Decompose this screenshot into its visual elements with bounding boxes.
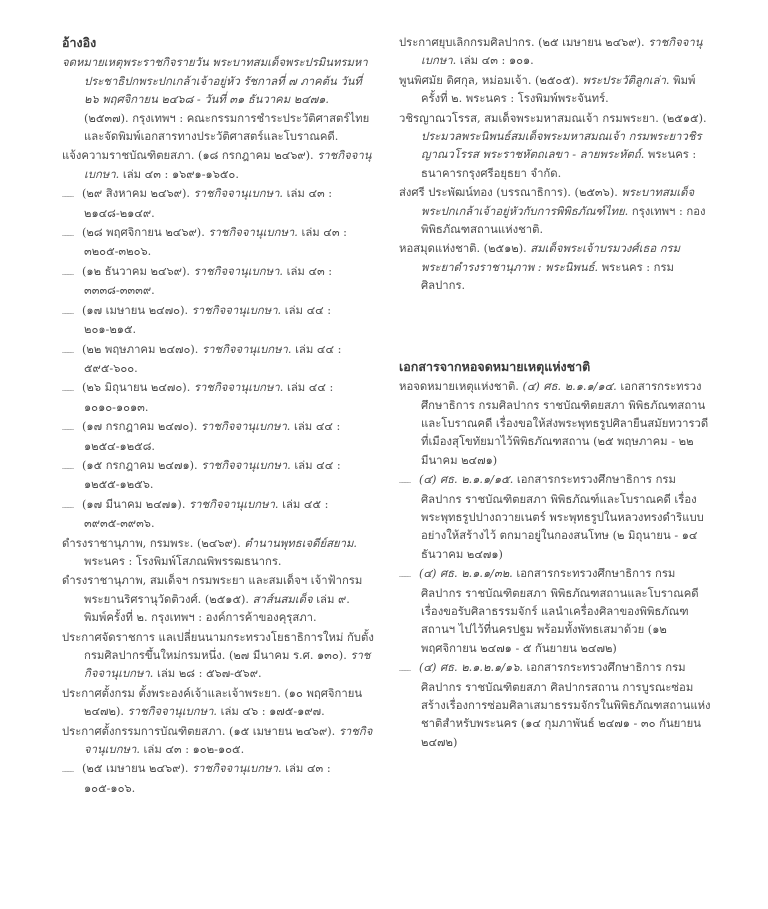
repeat-author-dash [62, 185, 82, 204]
reference-text: (๑๗ มีนาคม ๒๔๗๑). [82, 497, 190, 511]
left-reference-list [62, 54, 374, 798]
reference-entry [62, 629, 374, 684]
reference-detail: เล่ม ๔๓ : ๑๐๑. [456, 54, 534, 68]
reference-entry [62, 418, 374, 456]
reference-text: (๒๕ เมษายน ๒๔๖๙). [82, 762, 193, 776]
reference-text: แจ้งความราชบัณฑิตยสภา. (๑๘ กรกฎาคม ๒๔๖๙). [62, 149, 318, 163]
reference-detail: เล่ม ๔๓ : ๑๖๙๑-๑๖๕๐. [119, 167, 239, 181]
reference-detail: เล่ม ๔๓ : ๑๐๕-๑๐๖. [84, 762, 331, 795]
reference-detail: เล่ม ๔๓ : ๑๐๒-๑๐๕. [139, 743, 245, 757]
reference-text: ประกาศยุบเลิกกรมศิลปากร. (๒๕ เมษายน ๒๔๖๙). [399, 36, 649, 49]
references-heading: อ้างอิง [62, 35, 97, 50]
repeat-author-dash [62, 457, 82, 476]
reference-detail: เล่ม ๔๓ : ๓๓๓๘-๓๓๓๙. [84, 264, 333, 298]
archives-reference-list [399, 378, 711, 752]
reference-detail: เล่ม ๒๘ : ๕๖๗-๕๖๙. [153, 667, 262, 681]
reference-entry [399, 34, 711, 71]
repeat-author-dash [62, 418, 82, 437]
reference-text: (๒๘ พฤศจิกายน ๒๔๖๙). [82, 226, 209, 240]
reference-text: วชิรญาณวโรรส, สมเด็จพระมหาสมณเจ้า กรมพระยา. (๒๕๑๕). [399, 111, 707, 125]
reference-title: ราชกิจจานุเบกษา. [202, 342, 292, 356]
reference-title: ราชกิจจานุเบกษา. [84, 649, 371, 681]
reference-title: พระบาทสมเด็จพระปกเกล้าเจ้าอยู่หัวกับการพิพิธภัณฑ์ไทย. [421, 186, 695, 218]
repeat-author-dash [62, 760, 82, 779]
reference-text: (๒๖ มิถุนายน ๒๔๗๐). [82, 381, 194, 395]
reference-title: (๔) ศธ. ๒.๑.๑/๑๕. [419, 473, 514, 487]
reference-detail: เล่ม ๙. พิมพ์ครั้งที่ ๒. กรุงเทพฯ : องค์การค้าของคุรุสภา. [84, 592, 350, 625]
reference-title: ราชกิจจานุเบกษา. [84, 149, 372, 181]
repeat-author-dash [399, 659, 419, 678]
reference-title: ราชกิจจานุเบกษา. [191, 303, 282, 317]
reference-text: ประกาศตั้งกรรมการบัณฑิตยสภา. (๑๕ เมษายน ๒๔๖๙). [62, 724, 339, 738]
reference-title: ราชกิจจานุเบกษา. [421, 36, 703, 68]
reference-detail: เล่ม ๔๓ : ๒๑๔๘-๒๑๔๙. [84, 187, 333, 220]
reference-entry [62, 685, 374, 722]
reference-title: พระประวัติลูกเล่า. [582, 73, 670, 87]
reference-title: (๔) ศธ. ๒.๑.๒.๑/๑๖. [419, 661, 523, 675]
reference-detail: เล่ม ๔๔ : ๕๙๕-๖๐๐. [84, 342, 342, 375]
reference-title: (๔) ศธ. ๒.๑.๑/๓๒. [419, 567, 513, 581]
reference-text: ประกาศจัดราชการ แลเปลี่ยนนามกระทรวงโยธาธิการใหม่ กับตั้งกรมศิลปากรขึ้นใหม่กรมหนึ่ง. (๒๗ มีนาคม ร.ศ. ๑๓๐). [62, 630, 374, 662]
reference-text: ส่งศรี ประพัฒน์ทอง (บรรณาธิการ). (๒๕๓๖). [399, 186, 622, 200]
reference-text: หอจดหมายเหตุแห่งชาติ. [399, 380, 523, 394]
reference-title: (๔) ศธ. ๒.๑.๑/๑๔. [522, 380, 617, 394]
reference-detail: พิมพ์ครั้งที่ ๒. พระนคร : โรงพิมพ์พระจันทร์. [421, 73, 696, 106]
repeat-author-dash [62, 302, 82, 321]
reference-detail: เอกสารกระทรวงศึกษาธิการ กรมศิลปากร ราชบัณฑิตยสภา พิพิธภัณฑ์และโบราณคดี เรื่องพระพุทธรูปปางถวายเนตร์ พระพุทธรูปในหลวงทรงดำริแบบอย่างให้สร้างไว้ ตกมาอยู่ในกองสนโทษ (๒ มิถุนายน - ๑๔ ธันวาคม ๒๔๗๑) [421, 473, 704, 561]
reference-entry [62, 535, 374, 572]
reference-entry [62, 723, 374, 760]
reference-detail: เล่ม ๔๔ : ๑๐๑๐-๑๐๑๓. [84, 381, 334, 414]
reference-entry [399, 72, 711, 109]
reference-entry [399, 659, 711, 752]
reference-text: (๑๗ เมษายน ๒๔๗๐). [82, 303, 192, 317]
reference-title: สมเด็จพระเจ้าบรมวงศ์เธอ กรมพระยาดำรงราชานุภาพ : พระนิพนธ์. [421, 242, 681, 274]
reference-detail: พระนคร : โรงพิมพ์โสภณพิพรรฒธนากร. [84, 554, 282, 568]
repeat-author-dash [62, 496, 82, 515]
reference-title: ตำนานพุทธเจดีย์สยาม. [244, 536, 357, 550]
repeat-author-dash [62, 341, 82, 360]
reference-detail: เล่ม ๔๖ : ๑๗๕-๑๙๗. [217, 705, 325, 719]
reference-entry [62, 302, 374, 340]
reference-detail: กรุงเทพฯ : กองพิพิธภัณฑสถานแห่งชาติ. [421, 204, 706, 237]
references-left-column [62, 34, 374, 799]
reference-title: ราชกิจจานุเบกษา. [193, 264, 284, 278]
reference-entry [62, 457, 374, 495]
repeat-author-dash [399, 565, 419, 584]
reference-detail: พระนคร : กรมศิลปากร. [421, 260, 675, 293]
reference-detail: เอกสารกระทรวงศึกษาธิการ กรมศิลปากร ราชบัณฑิตยสภา ศิลปากรสถาน การบูรณะซ่อมสร้างเรื่องการซ่อมศิลาเสมาธรรมจักรในพิพิธภัณฑสถานแห่งชาติสำหรับพระนคร (๑๔ กุมภาพันธ์ ๒๔๗๑ - ๓๐ กันยายน ๒๔๗๒) [421, 661, 711, 749]
repeat-author-dash [62, 379, 82, 398]
reference-detail: พระนคร : ธนาคารกรุงศรีอยุธยา จำกัด. [421, 148, 697, 180]
reference-title: ราชกิจจานุเบกษา. [193, 381, 284, 395]
reference-title: ประมวลพระนิพนธ์สมเด็จพระมหาสมณเจ้า กรมพระยาวชิรญาณวโรรส พระราชหัตถเลขา - ลายพระหัตถ์. [421, 130, 702, 162]
reference-entry [399, 378, 711, 470]
archives-heading: เอกสารจากหอจดหมายเหตุแห่งชาติ [399, 358, 591, 374]
reference-title: จดหมายเหตุพระราชกิจรายวัน พระบาทสมเด็จพระปรมินทรมหาประชาธิปกพระปกเกล้าเจ้าอยู่หัว รัชกาลที่ ๗ ภาคต้น วันที่ ๒๖ พฤศจิกายน ๒๔๖๘ - วันที่ ๓๑ ธันวาคม ๒๔๗๑. [62, 56, 368, 107]
reference-text: (๒๒ พฤษภาคม ๒๔๗๐). [82, 342, 202, 356]
reference-entry [399, 110, 711, 184]
repeat-author-dash [62, 263, 82, 282]
reference-title: ราชกิจจานุเบกษา. [200, 420, 291, 434]
reference-entry [62, 185, 374, 223]
reference-entry [62, 224, 374, 262]
reference-entry [62, 54, 374, 146]
reference-text: (๑๒ ธันวาคม ๒๔๖๙). [82, 264, 194, 278]
right-reference-list [399, 34, 711, 296]
reference-detail: เอกสารกระทรวงศึกษาธิการ กรมศิลปากร ราชบัณฑิตยสภา พิพิธภัณฑสถานและโบราณคดี เรื่องขอรับศิลาธรรมจักร์ แลนำเครื่องศิลาของพิพิธภัณฑสถานฯ ไปไว้ที่นครปฐม พร้อมทั้งพัทธเสมาด้วย (๑๒ พฤศจิกายน ๒๔๗๑ - ๕ กันยายน ๒๔๗๒) [421, 567, 699, 655]
reference-title: ราชกิจจานุเบกษา. [189, 497, 279, 511]
reference-entry [62, 572, 374, 627]
reference-entry [62, 496, 374, 534]
reference-title: ราชกิจจานุเบกษา. [208, 226, 298, 240]
reference-detail: เล่ม ๔๓ : ๓๒๐๕-๓๒๐๖. [84, 226, 347, 259]
reference-text: ดำรงราชานุภาพ, สมเด็จฯ กรมพระยา และสมเด็จฯ เจ้าฟ้ากรมพระยานริศรานุวัดติวงศ์. (๒๕๑๕). [62, 574, 363, 606]
references-right-column [399, 34, 711, 753]
reference-text: พูนพิศมัย ดิศกุล, หม่อมเจ้า. (๒๕๐๕). [399, 73, 583, 87]
reference-entry [399, 240, 711, 295]
reference-entry [62, 263, 374, 301]
repeat-author-dash [62, 224, 82, 243]
reference-title: ราชกิจจานุเบกษา. [127, 705, 218, 719]
reference-text: (๑๗ กรกฎาคม ๒๔๗๐). [82, 420, 201, 434]
reference-entry [399, 471, 711, 564]
reference-title: ราชกิจจานุเบกษา. [201, 458, 291, 472]
reference-text: ดำรงราชานุภาพ, กรมพระ. (๒๔๖๙). [62, 536, 245, 550]
reference-detail: เล่ม ๔๔ : ๒๐๑-๒๑๕. [84, 303, 332, 337]
reference-title: สาส์นสมเด็จ [252, 592, 313, 606]
reference-entry [62, 760, 374, 798]
reference-entry [62, 341, 374, 379]
reference-title: ราชกิจจานุเบกษา. [192, 762, 282, 776]
reference-entry [62, 379, 374, 417]
reference-title: ราชกิจจานุเบกษา. [84, 724, 373, 757]
reference-entry [399, 565, 711, 658]
reference-detail: เอกสารกระทรวงศึกษาธิการ กรมศิลปากร ราชบัณฑิตยสภา พิพิธภัณฑสถานและโบราณคดี เรื่องขอให้ส่งพระพุทธรูปศิลายืนสมัยทวารวดีที่เมืองสุโขทัยมาไว้พิพิธภัณฑสถาน (๒๕ พฤษภาคม - ๒๒ มีนาคม ๒๔๗๑) [421, 380, 709, 467]
reference-title: ราชกิจจานุเบกษา. [193, 187, 284, 201]
reference-entry [399, 184, 711, 239]
reference-detail: เล่ม ๔๔ : ๑๒๕๕-๑๒๕๖. [84, 458, 341, 492]
reference-detail: เล่ม ๔๔ : ๑๒๕๔-๑๒๕๘. [84, 420, 341, 453]
reference-text: ประกาศตั้งกรม ตั้งพระองค์เจ้าและเจ้าพระยา. (๑๐ พฤศจิกายน ๒๔๗๒). [62, 686, 363, 719]
reference-entry [62, 147, 374, 184]
reference-text: หอสมุดแห่งชาติ. (๒๕๑๒). [399, 242, 531, 256]
reference-detail: (๒๕๓๗). กรุงเทพฯ : คณะกรรมการชำระประวัติศาสตร์ไทยและจัดพิมพ์เอกสารทางประวัติศาสตร์และโบราณคดี. [84, 111, 370, 144]
reference-text: (๒๙ สิงหาคม ๒๔๖๙). [82, 187, 194, 201]
reference-text: (๑๕ กรกฎาคม ๒๔๗๑). [82, 458, 202, 472]
reference-detail: เล่ม ๔๕ : ๓๙๓๕-๓๙๓๖. [84, 497, 329, 531]
repeat-author-dash [399, 471, 419, 490]
